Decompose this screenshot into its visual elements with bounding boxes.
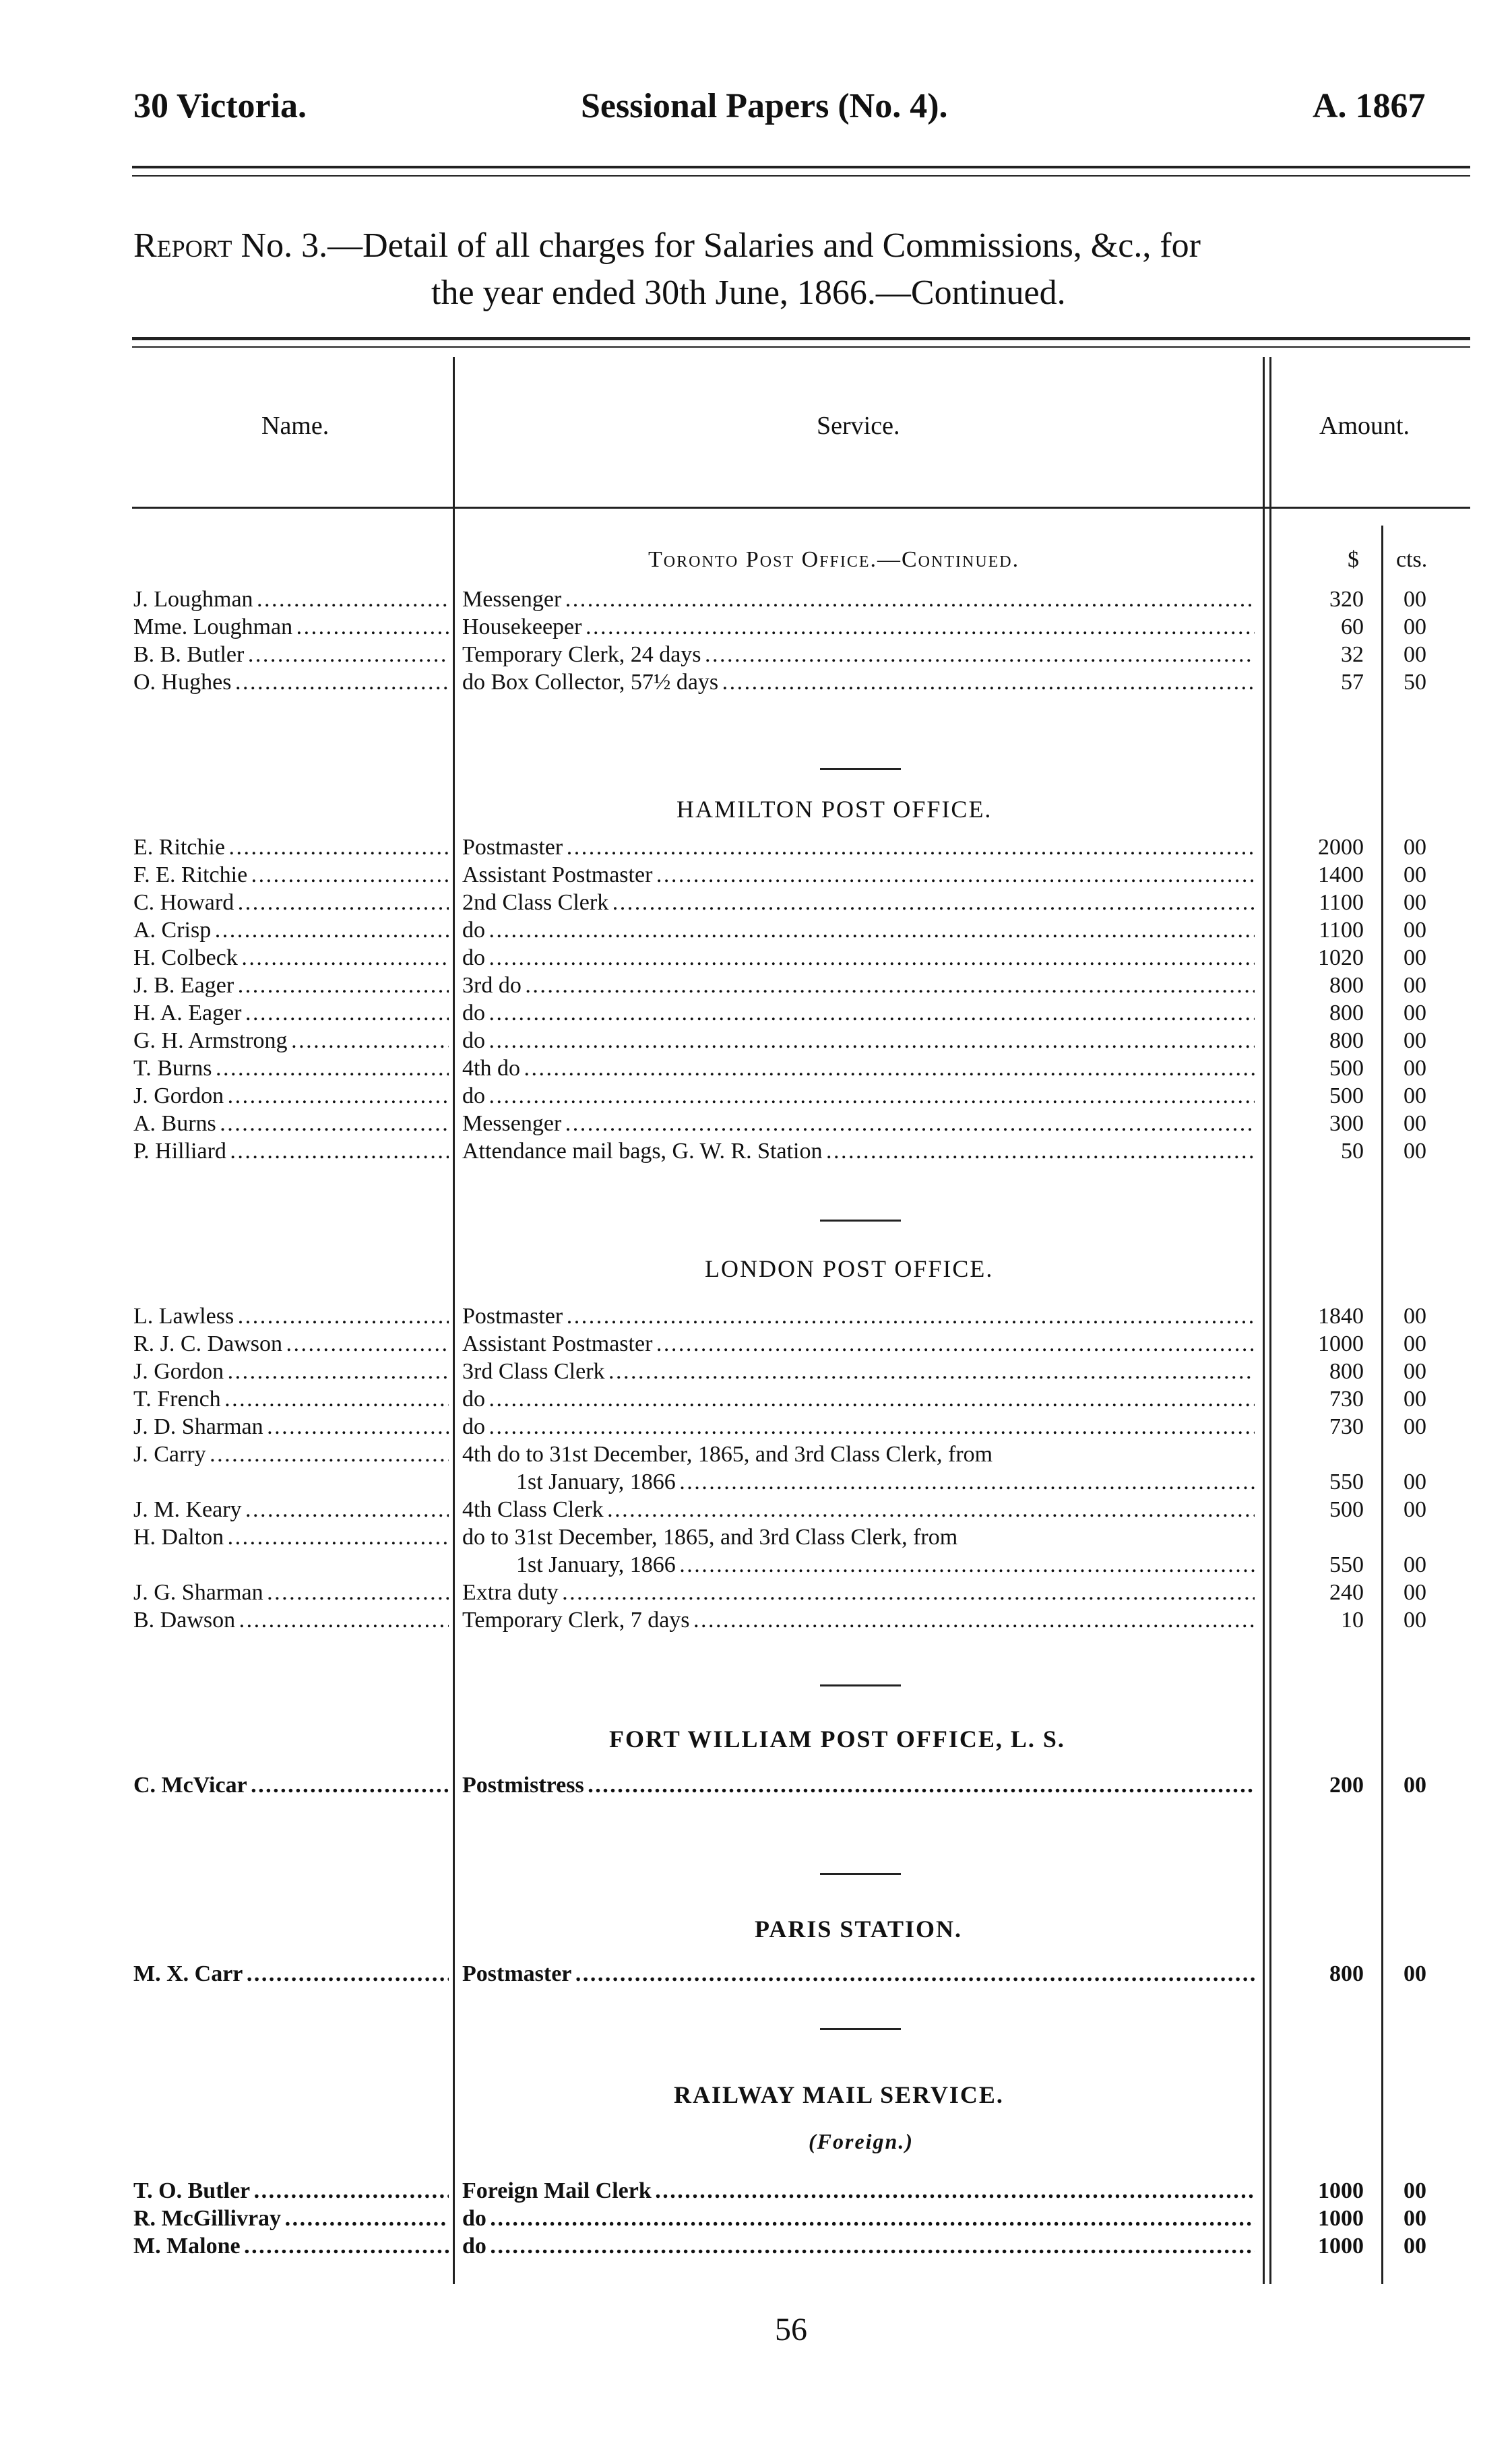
header-rule-top <box>132 166 1470 168</box>
entry-amount: 800 <box>1329 1001 1364 1025</box>
entry-service: Postmaster . . . <box>462 1961 1255 1988</box>
entry-amount: 500 <box>1329 1056 1364 1081</box>
entry-service: 3rd Class Clerk . . . <box>462 1358 1255 1385</box>
table-row <box>0 1358 1512 1385</box>
entry-cents: 00 <box>1404 1387 1426 1412</box>
entry-cents: 00 <box>1404 614 1426 639</box>
entry-service: do . . . <box>462 1083 1255 1110</box>
entry-service: do . . . <box>462 1414 1255 1441</box>
table-row <box>0 1607 1512 1634</box>
entry-service: Temporary Clerk, 7 days . . . <box>462 1607 1255 1634</box>
entry-cents: 00 <box>1404 973 1426 998</box>
table-row <box>0 2205 1512 2232</box>
table-row <box>0 669 1512 696</box>
table-row <box>0 1441 1512 1468</box>
entry-name: F. E. Ritchie . . . <box>133 862 449 889</box>
entry-name: J. G. Sharman . . . <box>133 1579 449 1606</box>
table-row <box>0 1524 1512 1551</box>
entry-service: Assistant Postmaster . . . <box>462 1331 1255 1358</box>
entry-service: Attendance mail bags, G. W. R. Station . . . <box>462 1138 1255 1165</box>
table-row <box>0 614 1512 641</box>
table-row <box>0 1414 1512 1441</box>
entry-cents: 00 <box>1404 1331 1426 1356</box>
entry-name: P. Hilliard . . . <box>133 1138 449 1165</box>
entry-amount: 730 <box>1329 1414 1364 1439</box>
entry-cents: 00 <box>1404 2178 1426 2203</box>
entry-name: C. Howard . . . <box>133 889 449 916</box>
entry-amount: 50 <box>1341 1139 1364 1164</box>
entry-amount: 800 <box>1329 973 1364 998</box>
report-label: Report <box>133 226 232 265</box>
entry-amount: 800 <box>1329 1359 1364 1384</box>
section-heading-railway: RAILWAY MAIL SERVICE. <box>674 2081 1004 2108</box>
header-year: A. 1867 <box>1313 87 1426 125</box>
entry-service: do Box Collector, 57½ days . . . <box>462 669 1255 696</box>
table-row <box>0 1000 1512 1027</box>
entry-name: B. B. Butler . . . <box>133 641 449 668</box>
column-header-service: Service. <box>817 412 900 440</box>
table-row <box>0 1055 1512 1082</box>
entry-amount: 500 <box>1329 1083 1364 1108</box>
table-row <box>0 972 1512 999</box>
entry-amount: 730 <box>1329 1387 1364 1412</box>
entry-service: do . . . <box>462 1000 1255 1027</box>
entry-service: 4th Class Clerk . . . <box>462 1496 1255 1523</box>
entry-cents: 00 <box>1404 2234 1426 2259</box>
section-divider <box>820 1220 901 1222</box>
table-row <box>0 1331 1512 1358</box>
entry-name: G. H. Armstrong . . . <box>133 1028 449 1054</box>
header-publication: Sessional Papers (No. 4). <box>581 87 948 125</box>
entry-name: A. Burns . . . <box>133 1110 449 1137</box>
section-subheading-foreign: (Foreign.) <box>809 2129 914 2153</box>
entry-service: Housekeeper . . . <box>462 614 1255 641</box>
entry-name: M. Malone . . . <box>133 2233 449 2260</box>
section-heading-hamilton: HAMILTON POST OFFICE. <box>676 796 993 823</box>
entry-name: L. Lawless . . . <box>133 1303 449 1330</box>
entry-name: J. Gordon . . . <box>133 1083 449 1110</box>
entry-service: Postmaster . . . <box>462 834 1255 861</box>
entry-cents: 00 <box>1404 1552 1426 1577</box>
entry-name: J. D. Sharman . . . <box>133 1414 449 1441</box>
entry-name: J. Gordon . . . <box>133 1358 449 1385</box>
entry-cents: 00 <box>1404 918 1426 943</box>
entry-name: H. Dalton . . . <box>133 1524 449 1551</box>
entry-cents: 00 <box>1404 1497 1426 1522</box>
table-row <box>0 1110 1512 1137</box>
entry-name: H. Colbeck . . . <box>133 945 449 972</box>
entry-name: E. Ritchie . . . <box>133 834 449 861</box>
table-row <box>0 1386 1512 1413</box>
table-row <box>0 1552 1512 1579</box>
report-title-line1 <box>133 226 1201 265</box>
entry-service: do . . . <box>462 1028 1255 1054</box>
entry-service: do . . . <box>462 917 1255 944</box>
entry-amount: 57 <box>1341 670 1364 695</box>
entry-cents: 00 <box>1404 1359 1426 1384</box>
table-row <box>0 945 1512 972</box>
entry-cents: 00 <box>1404 1580 1426 1605</box>
entry-name: M. X. Carr . . . <box>133 1961 449 1988</box>
table-rule-top-thin <box>132 346 1470 348</box>
table-row <box>0 586 1512 613</box>
entry-name: T. French . . . <box>133 1386 449 1413</box>
entry-amount: 300 <box>1329 1111 1364 1136</box>
entry-amount: 550 <box>1329 1470 1364 1494</box>
entry-cents: 00 <box>1404 1111 1426 1136</box>
section-divider <box>820 1684 901 1686</box>
entry-cents: 50 <box>1404 670 1426 695</box>
entry-cents: 00 <box>1404 1056 1426 1081</box>
entry-amount: 32 <box>1341 642 1364 667</box>
entry-name: Mme. Loughman . . . <box>133 614 449 641</box>
cents-header: cts. <box>1396 547 1428 572</box>
table-row <box>0 889 1512 916</box>
entry-name: J. M. Keary . . . <box>133 1496 449 1523</box>
entry-service: Assistant Postmaster . . . <box>462 862 1255 889</box>
column-header-name: Name. <box>261 412 329 440</box>
entry-name: R. McGillivray . . . <box>133 2205 449 2232</box>
entry-amount: 1020 <box>1318 945 1364 970</box>
entry-cents: 00 <box>1404 835 1426 860</box>
page-number: 56 <box>775 2312 807 2347</box>
entry-service: 2nd Class Clerk . . . <box>462 889 1255 916</box>
entry-cents: 00 <box>1404 1001 1426 1025</box>
table-row <box>0 1579 1512 1606</box>
entry-amount: 1000 <box>1318 2178 1364 2203</box>
entry-amount: 2000 <box>1318 835 1364 860</box>
report-title-text: No. 3.—Detail of all charges for Salaries and Commissions, &c., for <box>241 226 1201 265</box>
entry-amount: 60 <box>1341 614 1364 639</box>
table-row <box>0 1028 1512 1054</box>
section-heading-fort-william: FORT WILLIAM POST OFFICE, L. S. <box>609 1726 1065 1753</box>
table-row <box>0 917 1512 944</box>
report-title-line2: the year ended 30th June, 1866.—Continued. <box>431 274 1066 312</box>
entry-name: J. B. Eager . . . <box>133 972 449 999</box>
entry-service: do to 31st December, 1865, and 3rd Class Clerk, from <box>462 1525 958 1550</box>
entry-amount: 1000 <box>1318 2234 1364 2259</box>
entry-name: J. Loughman . . . <box>133 586 449 613</box>
entry-service: 4th do . . . <box>462 1055 1255 1082</box>
table-row <box>0 1303 1512 1330</box>
entry-service: Foreign Mail Clerk . . . <box>462 2178 1255 2205</box>
table-row <box>0 641 1512 668</box>
entry-service: 1st January, 1866 . . . <box>516 1552 1255 1579</box>
entry-amount: 240 <box>1329 1580 1364 1605</box>
table-row <box>0 2178 1512 2205</box>
entry-service: Temporary Clerk, 24 days . . . <box>462 641 1255 668</box>
entry-cents: 00 <box>1404 642 1426 667</box>
section-divider <box>820 768 901 770</box>
entry-service: 4th do to 31st December, 1865, and 3rd Class Clerk, from <box>462 1442 993 1467</box>
table-row <box>0 1496 1512 1523</box>
entry-name: T. Burns . . . <box>133 1055 449 1082</box>
entry-name: T. O. Butler . . . <box>133 2178 449 2205</box>
entry-service: do . . . <box>462 2233 1255 2260</box>
entry-cents: 00 <box>1404 1470 1426 1494</box>
header-session: 30 Victoria. <box>133 87 307 125</box>
entry-cents: 00 <box>1404 1414 1426 1439</box>
entry-cents: 00 <box>1404 1139 1426 1164</box>
section-divider <box>820 1873 901 1875</box>
entry-name: J. Carry . . . <box>133 1441 449 1468</box>
dollar-header: $ <box>1348 547 1359 572</box>
entry-service: do . . . <box>462 1386 1255 1413</box>
entry-service: Postmistress . . . <box>462 1772 1255 1799</box>
entry-cents: 00 <box>1404 1028 1426 1053</box>
column-header-amount: Amount. <box>1319 412 1410 440</box>
entry-cents: 00 <box>1404 945 1426 970</box>
entry-service: Messenger . . . <box>462 586 1255 613</box>
section-divider <box>820 2028 901 2030</box>
entry-name: C. McVicar . . . <box>133 1772 449 1799</box>
table-row <box>0 1772 1512 1799</box>
table-rule-top-thick <box>132 337 1470 340</box>
table-row <box>0 2233 1512 2260</box>
entry-cents: 00 <box>1404 1773 1426 1798</box>
section-heading-toronto: Toronto Post Office.—Continued. <box>648 547 1020 572</box>
entry-amount: 550 <box>1329 1552 1364 1577</box>
table-row <box>0 1469 1512 1496</box>
section-heading-london: LONDON POST OFFICE. <box>705 1255 994 1282</box>
entry-cents: 00 <box>1404 587 1426 612</box>
entry-cents: 00 <box>1404 1083 1426 1108</box>
entry-cents: 00 <box>1404 862 1426 887</box>
entry-service: Extra duty . . . <box>462 1579 1255 1606</box>
entry-amount: 200 <box>1329 1773 1364 1798</box>
entry-name: A. Crisp . . . <box>133 917 449 944</box>
entry-amount: 1000 <box>1318 2206 1364 2231</box>
entry-amount: 800 <box>1329 1961 1364 1986</box>
entry-cents: 00 <box>1404 1961 1426 1986</box>
entry-name: B. Dawson . . . <box>133 1607 449 1634</box>
entry-service: do . . . <box>462 2205 1255 2232</box>
entry-amount: 1000 <box>1318 1331 1364 1356</box>
table-row <box>0 1138 1512 1165</box>
entry-service: Postmaster . . . <box>462 1303 1255 1330</box>
entry-cents: 00 <box>1404 890 1426 915</box>
entry-name: R. J. C. Dawson . . . <box>133 1331 449 1358</box>
entry-amount: 10 <box>1341 1608 1364 1633</box>
entry-amount: 800 <box>1329 1028 1364 1053</box>
entry-amount: 500 <box>1329 1497 1364 1522</box>
entry-service: do . . . <box>462 945 1255 972</box>
entry-amount: 1840 <box>1318 1304 1364 1329</box>
header-rule-bottom <box>132 175 1470 177</box>
entry-amount: 1400 <box>1318 862 1364 887</box>
table-row <box>0 1961 1512 1988</box>
entry-service: 3rd do . . . <box>462 972 1255 999</box>
entry-service: Messenger . . . <box>462 1110 1255 1137</box>
table-row <box>0 862 1512 889</box>
entry-service: 1st January, 1866 . . . <box>516 1469 1255 1496</box>
entry-amount: 1100 <box>1319 890 1364 915</box>
table-row <box>0 834 1512 861</box>
entry-amount: 320 <box>1329 587 1364 612</box>
entry-cents: 00 <box>1404 1608 1426 1633</box>
entry-cents: 00 <box>1404 2206 1426 2231</box>
entry-name: H. A. Eager . . . <box>133 1000 449 1027</box>
section-heading-paris: PARIS STATION. <box>755 1916 963 1943</box>
entry-name: O. Hughes . . . <box>133 669 449 696</box>
table-row <box>0 1083 1512 1110</box>
entry-cents: 00 <box>1404 1304 1426 1329</box>
entry-amount: 1100 <box>1319 918 1364 943</box>
